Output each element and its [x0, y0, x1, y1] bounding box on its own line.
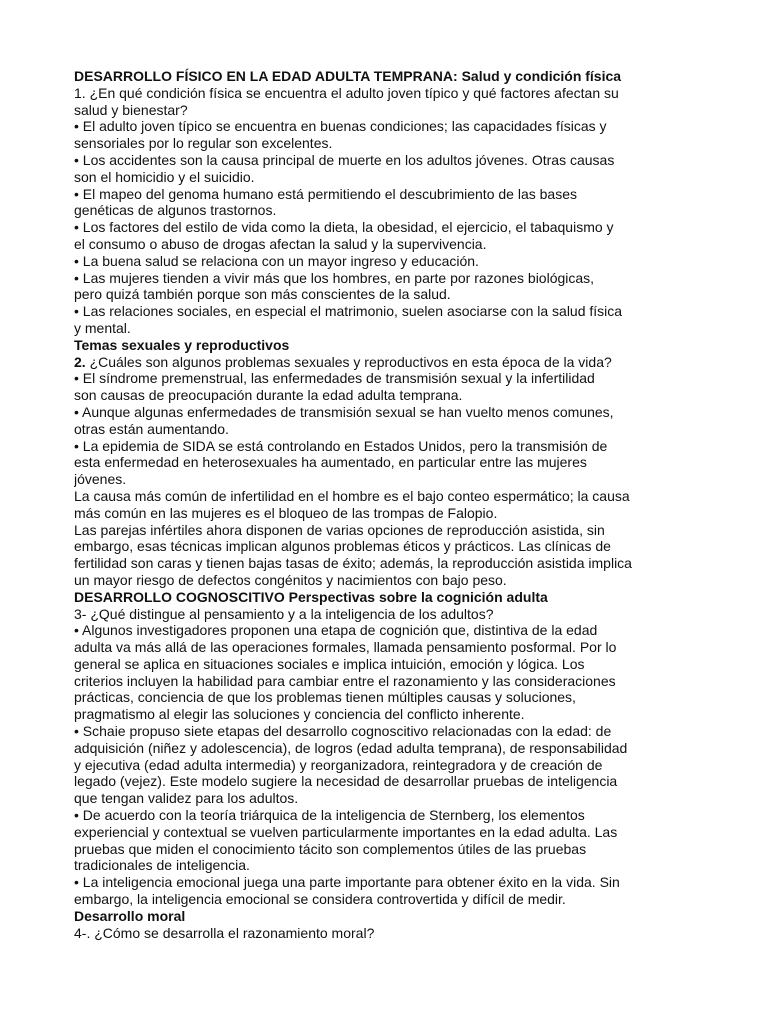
bullet-line: • Los accidentes son la causa principal de muerte en los adultos jóvenes. Otras causas: [74, 151, 615, 168]
text-line: legado (vejez). Este modelo sugiere la necesidad de desarrollar pruebas de inteligencia: [74, 773, 618, 790]
text-line: un mayor riesgo de defectos congénitos y nacimientos con bajo peso.: [74, 571, 507, 588]
text-line: son causas de preocupación durante la edad adulta temprana.: [74, 387, 463, 404]
bullet-line: son el homicidio y el suicidio.: [74, 168, 255, 185]
bullet-line: • El adulto joven típico se encuentra en buenas condiciones; las capacidades físicas y: [74, 118, 607, 135]
bullet-line: • La buena salud se relaciona con un mayor ingreso y educación.: [74, 252, 479, 269]
text-line: fertilidad son caras y tienen bajas tasas de éxito; además, la reproducción asistida implica: [74, 555, 632, 572]
text-line: prácticas, conciencia de que los problemas tienen múltiples causas y soluciones,: [74, 689, 576, 706]
text-line: • Algunos investigadores proponen una etapa de cognición que, distintiva de la edad: [74, 622, 598, 639]
text-line: pruebas que miden el conocimiento tácito son complementos útiles de las pruebas: [74, 840, 587, 857]
question-text: ¿Cuáles son algunos problemas sexuales y reproductivos en esta época de la vida?: [85, 353, 612, 370]
text-line: esta enfermedad en heterosexuales ha aumentado, en particular entre las mujeres: [74, 454, 587, 471]
bullet-line: • Los factores del estilo de vida como la dieta, la obesidad, el ejercicio, el tabaquismo y: [74, 219, 614, 236]
bullet-line: • Las relaciones sociales, en especial el matrimonio, suelen asociarse con la salud física: [74, 303, 623, 320]
bullet-line: y mental.: [74, 319, 131, 336]
bullet-line: • El mapeo del genoma humano está permitiendo el descubrimiento de las bases: [74, 185, 577, 202]
question-line: 4-. ¿Cómo se desarrolla el razonamiento moral?: [74, 924, 375, 941]
bullet-line: el consumo o abuso de drogas afectan la salud y la supervivencia.: [74, 235, 487, 252]
text-line: tradicionales de inteligencia.: [74, 857, 250, 874]
text-line: • Aunque algunas enfermedades de transmisión sexual se han vuelto menos comunes,: [74, 403, 614, 420]
text-line: embargo, esas técnicas implican algunos problemas éticos y prácticos. Las clínicas de: [74, 538, 611, 555]
text-line: otras están aumentando.: [74, 420, 229, 437]
bullet-line: pero quizá también porque son más conscientes de la salud.: [74, 286, 451, 303]
question-line: salud y bienestar?: [74, 101, 188, 118]
question-number: 2.: [74, 353, 86, 370]
section-heading: [74, 68, 698, 85]
bullet-line: sensoriales por lo regular son excelentes.: [74, 135, 333, 152]
text-line: • La epidemia de SIDA se está controlando en Estados Unidos, pero la transmisión de: [74, 437, 608, 454]
text-line: 3- ¿Qué distingue al pensamiento y a la inteligencia de los adultos?: [74, 605, 494, 622]
text-line: general se aplica en situaciones sociales e implica intuición, emoción y lógica. Los: [74, 655, 585, 672]
bullet-line: genéticas de algunos trastornos.: [74, 202, 277, 219]
text-line: experiencial y contextual se vuelven particularmente importantes en la edad adulta. Las: [74, 823, 618, 840]
text-line: La causa más común de infertilidad en el hombre es el bajo conteo espermático; la causa: [74, 487, 630, 504]
section-title: DESARROLLO FÍSICO EN LA EDAD ADULTA TEMPRANA:: [74, 68, 458, 84]
question-line: 1. ¿En qué condición física se encuentra el adulto joven típico y qué factores afectan su: [74, 84, 619, 101]
text-line: y ejecutiva (edad adulta intermedia) y reorganizadora, reintegradora y de creación de: [74, 756, 603, 773]
section-heading: Temas sexuales y reproductivos: [74, 336, 290, 353]
text-line: adquisición (niñez y adolescencia), de logros (edad adulta temprana), de responsabilidad: [74, 739, 628, 756]
text-line: • De acuerdo con la teoría triárquica de la inteligencia de Sternberg, los elementos: [74, 807, 585, 824]
text-line: • La inteligencia emocional juega una parte importante para obtener éxito en la vida. Sin: [74, 874, 620, 891]
section-subtitle: Salud y condición física: [457, 68, 622, 84]
text-line: • El síndrome premenstrual, las enfermedades de transmisión sexual y la infertilidad: [74, 370, 595, 387]
question-line: [74, 354, 698, 371]
text-line: adulta va más allá de las operaciones formales, llamada pensamiento posformal. Por lo: [74, 639, 617, 656]
text-line: que tengan validez para los adultos.: [74, 790, 299, 807]
section-subtitle: Perspectivas sobre la cognición adulta: [284, 588, 548, 605]
text-line: jóvenes.: [74, 471, 127, 488]
text-line: criterios incluyen la habilidad para cambiar entre el razonamiento y las consideraciones: [74, 672, 616, 689]
section-heading: Desarrollo moral: [74, 907, 186, 924]
text-line: • Schaie propuso siete etapas del desarrollo cognoscitivo relacionadas con la edad: de: [74, 723, 612, 740]
text-line: más común en las mujeres es el bloqueo de las trompas de Falopio.: [74, 504, 498, 521]
text-line: Las parejas infértiles ahora disponen de varias opciones de reproducción asistida, sin: [74, 521, 605, 538]
section-heading: [74, 589, 698, 606]
section-title: DESARROLLO COGNOSCITIVO: [74, 588, 285, 605]
text-line: embargo, la inteligencia emocional se considera controvertida y difícil de medir.: [74, 891, 566, 908]
bullet-line: • Las mujeres tienden a vivir más que los hombres, en parte por razones biológicas,: [74, 269, 595, 286]
text-line: pragmatismo al elegir las soluciones y conciencia del conflicto inherente.: [74, 706, 525, 723]
